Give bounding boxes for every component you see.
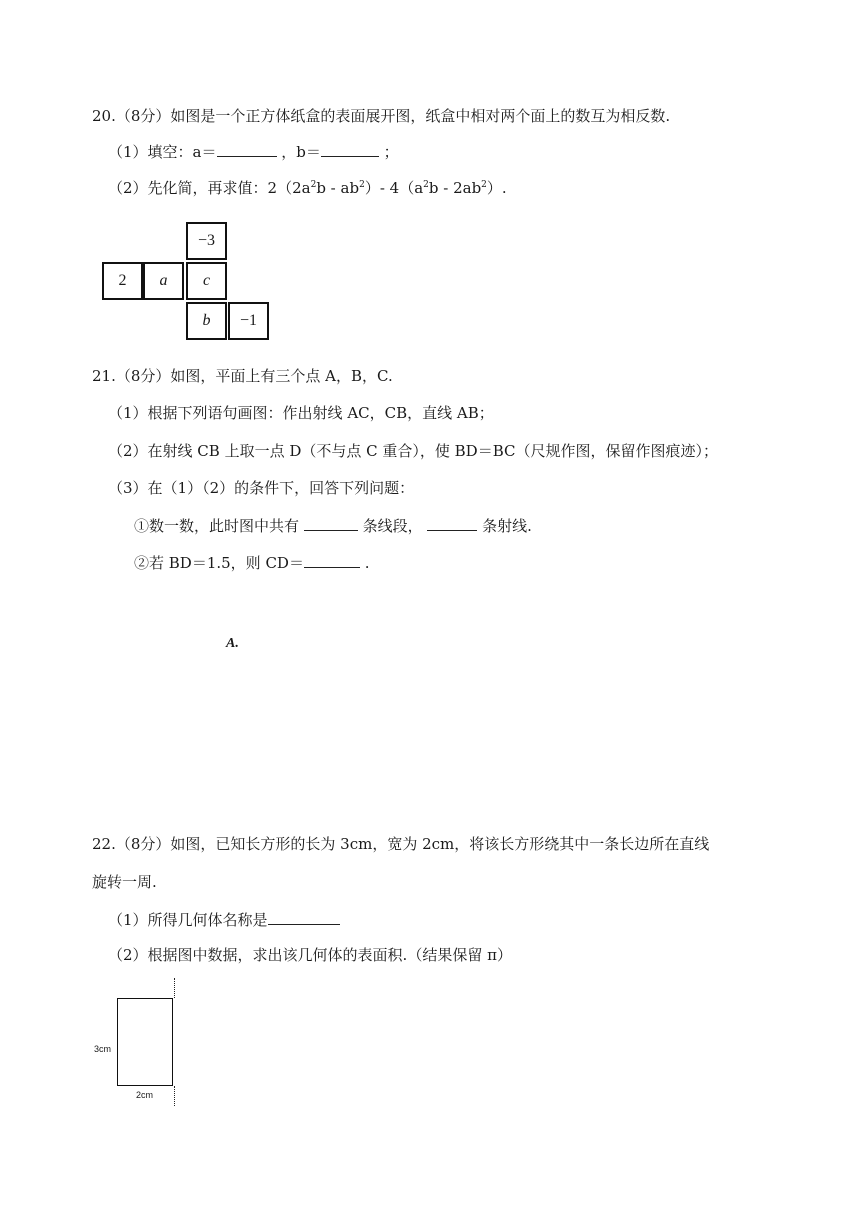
answer-blank-solid-name[interactable] [268,910,340,925]
q20-exp-4: 2 [481,180,487,190]
axis-line-bottom [174,1086,175,1106]
answer-blank-rays[interactable] [427,516,477,531]
q21-part3: （3）在（1）（2）的条件下，回答下列问题： [108,479,415,497]
q21-sub1-text-b: 条线段， [362,517,423,535]
q22-heading: 22.（8分）如图，已知长方形的长为 3cm，宽为 2cm，将该长方形绕其中一条长边所在直线 [92,835,710,853]
q21-sub1-text-a: ①数一数，此时图中共有 [134,517,300,535]
q21-sub1 [134,516,532,536]
q22-part1-text: （1）所得几何体名称是 [108,911,268,929]
q21-sub2-end: . [364,554,370,572]
net-cell-a: a [143,262,184,300]
q20-part1-label-b: ，b＝ [281,143,321,161]
point-a-label: A. [226,636,239,651]
q21-sub1-text-c: 条射线. [482,517,532,535]
q20-exp-1: 2 [310,180,317,190]
answer-blank-cd[interactable] [304,553,360,568]
q22-part2: （2）根据图中数据，求出该几何体的表面积.（结果保留 π） [108,946,512,964]
q21-heading: 21.（8分）如图，平面上有三个点 A，B，C. [92,367,393,385]
length-label: 3cm [94,1044,112,1054]
axis-line-top [174,978,175,998]
q21-part2: （2）在射线 CB 上取一点 D（不与点 C 重合），使 BD＝BC（尺规作图，保留作图痕迹）； [108,442,718,460]
q20-exp-2: 2 [359,180,365,190]
answer-blank-b[interactable] [321,142,379,157]
q20-part1 [108,142,399,162]
q20-part2 [108,178,507,198]
q21-part1: （1）根据下列语句画图：作出射线 AC，CB，直线 AB； [108,404,494,422]
q20-expr-3: ）- 4（a [364,179,424,197]
answer-blank-a[interactable] [217,142,277,157]
answer-blank-segments[interactable] [304,516,358,531]
q20-expr-4: b - 2ab [428,179,482,197]
q22-heading-cont: 旋转一周. [92,873,157,891]
q20-expr-end: ）. [486,179,507,197]
net-cell-right: −1 [228,302,269,340]
q20-expr-2: b - ab [316,179,360,197]
net-cell-top: −3 [186,222,227,260]
q21-sub2-text: ②若 BD＝1.5，则 CD＝ [134,554,304,572]
width-label: 2cm [136,1090,154,1100]
q20-part1-end: ； [383,143,399,161]
q22-part1 [108,910,340,930]
q20-heading: 20.（8分）如图是一个正方体纸盒的表面展开图，纸盒中相对两个面上的数互为相反数. [92,107,671,125]
q21-sub2 [134,553,370,573]
net-cell-c: c [186,262,227,300]
net-cell-left: 2 [102,262,143,300]
q20-part1-label-a: （1）填空：a＝ [108,143,217,161]
net-cell-b: b [186,302,227,340]
q20-exp-3: 2 [423,180,429,190]
q20-expr-1: （2）先化简，再求值：2（2a [108,179,311,197]
rectangle [117,998,173,1086]
